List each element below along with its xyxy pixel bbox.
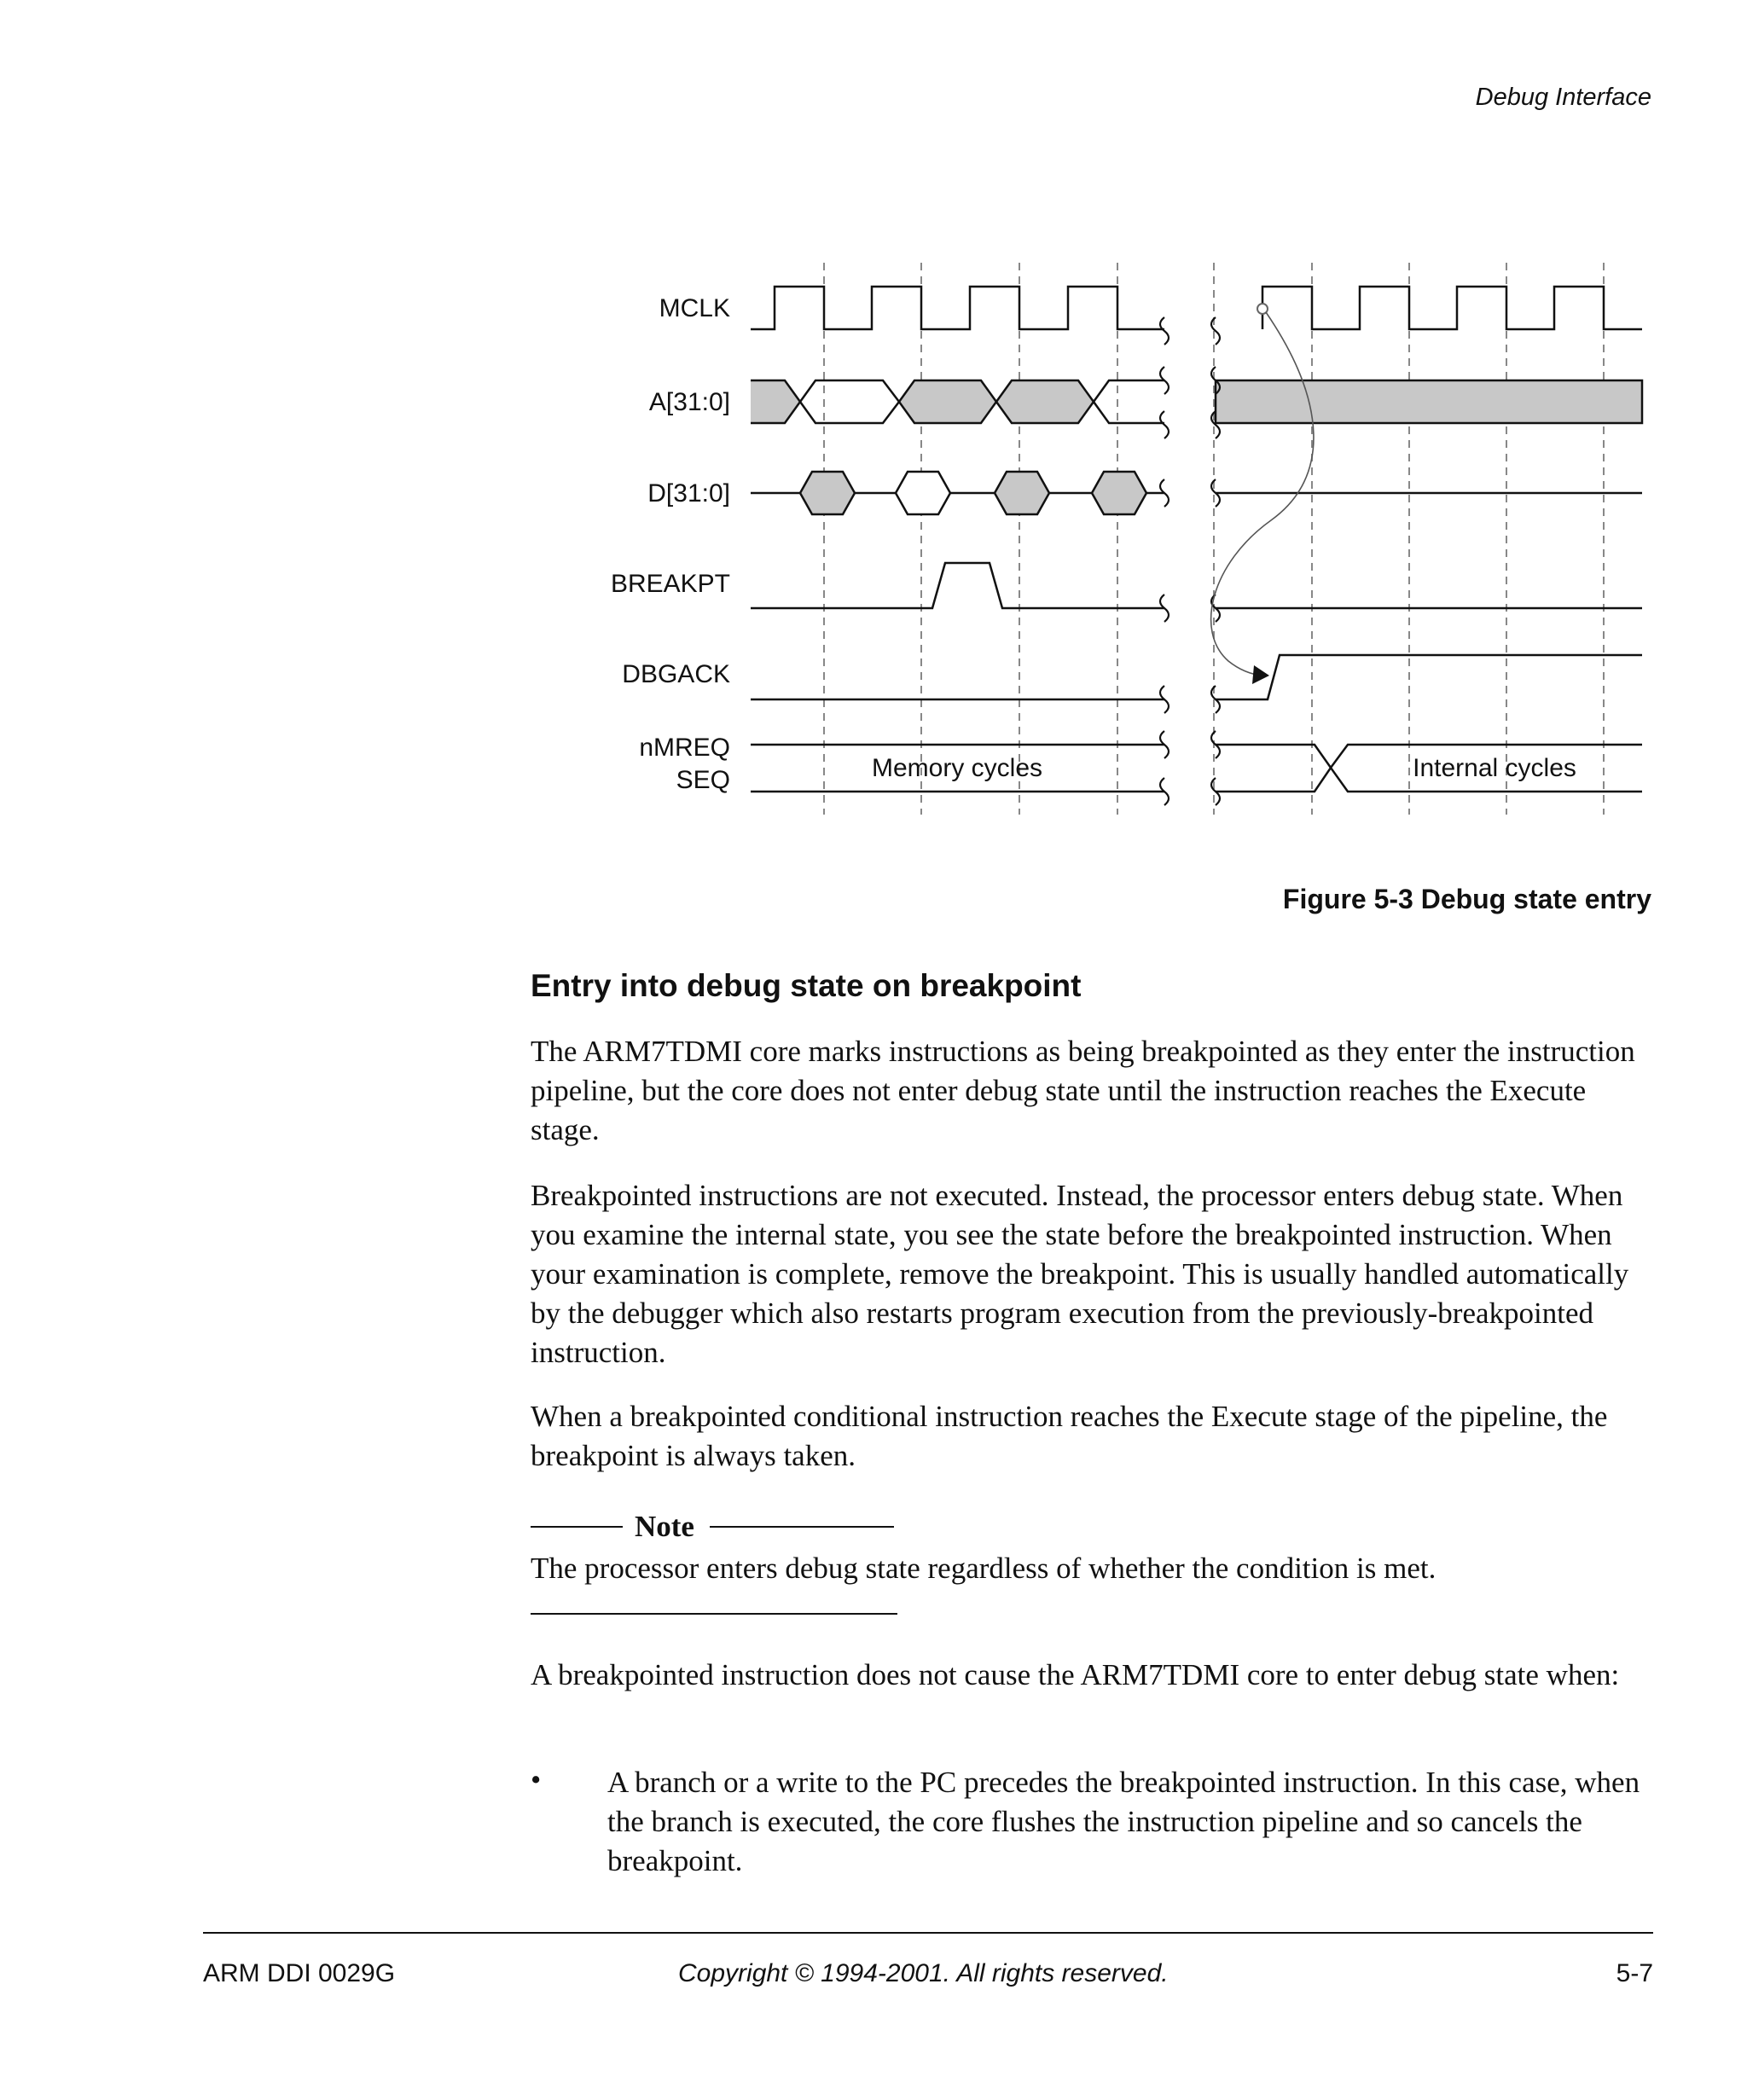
paragraph: The ARM7TDMI core marks instructions as being breakpointed as they enter the instruction pipeline, but the core does not enter debug state until the instruction reaches the Execute stage. <box>531 1035 1635 1146</box>
a-bus-shaded-start <box>751 380 800 423</box>
timing-break-marks <box>1160 317 1220 805</box>
breakpt-waveform <box>751 563 1164 608</box>
figure-caption: Figure 5-3 Debug state entry <box>1282 884 1651 914</box>
running-header: Debug Interface <box>1475 84 1651 111</box>
timing-diagram <box>0 0 1747 853</box>
a-bus-shaded-end <box>1216 380 1642 423</box>
bullet-marker: • <box>531 1763 542 1796</box>
d-bus-shaded <box>995 472 1049 514</box>
a-bus-shaded-cycle <box>996 380 1094 423</box>
signal-label: MCLK <box>659 294 730 322</box>
note-rule-left <box>531 1526 623 1528</box>
note-rule-right <box>710 1526 894 1528</box>
paragraph: A breakpointed instruction does not cause the ARM7TDMI core to enter debug state when: <box>531 1658 1620 1691</box>
signal-label: DBGACK <box>622 660 730 688</box>
bullet-text: A branch or a write to the PC precedes the breakpointed instruction. In this case, when the branch is executed, the core flushes the instruction pipeline and so cancels the breakpoint. <box>607 1766 1640 1877</box>
note-bottom-rule <box>531 1613 897 1615</box>
section-heading: Entry into debug state on breakpoint <box>531 968 1082 1003</box>
signal-label: BREAKPT <box>610 570 730 598</box>
a-bus-shaded-cycle <box>899 380 996 423</box>
footer-rule <box>203 1932 1653 1934</box>
arrow-head <box>1252 665 1269 684</box>
d-bus-shaded <box>1092 472 1146 514</box>
signal-label: D[31:0] <box>647 479 730 508</box>
mclk-waveform-right <box>1262 287 1642 329</box>
footer-copyright: Copyright © 1994-2001. All rights reserved. <box>678 1959 1169 1987</box>
memory-cycles-label: Memory cycles <box>871 754 1043 782</box>
d-bus-shaded <box>800 472 855 514</box>
signal-label: SEQ <box>676 766 730 794</box>
internal-cycles-label: Internal cycles <box>1413 754 1576 782</box>
paragraph: Breakpointed instructions are not executed. Instead, the processor enters debug state. When you examine the internal state, you see the state before the breakpointed instruction. When your examination is complete, remove the breakpoint. This is usually handled automatically by the debugger which also restarts program execution from the previously-breakpointed instruction. <box>531 1179 1629 1369</box>
footer-page-number: 5-7 <box>1616 1959 1653 1987</box>
d-bus-open <box>896 472 950 514</box>
mclk-waveform-left <box>751 287 1164 329</box>
signal-label: nMREQ <box>639 734 730 762</box>
note-label: Note <box>531 1510 894 1544</box>
note-text: The processor enters debug state regardless of whether the condition is met. <box>531 1552 1436 1585</box>
footer-doc-id: ARM DDI 0029G <box>203 1959 396 1987</box>
signal-label: A[31:0] <box>648 388 730 416</box>
paragraph: When a breakpointed conditional instruction reaches the Execute stage of the pipeline, the breakpoint is always taken. <box>531 1400 1608 1472</box>
dbgack-waveform <box>1216 655 1642 699</box>
